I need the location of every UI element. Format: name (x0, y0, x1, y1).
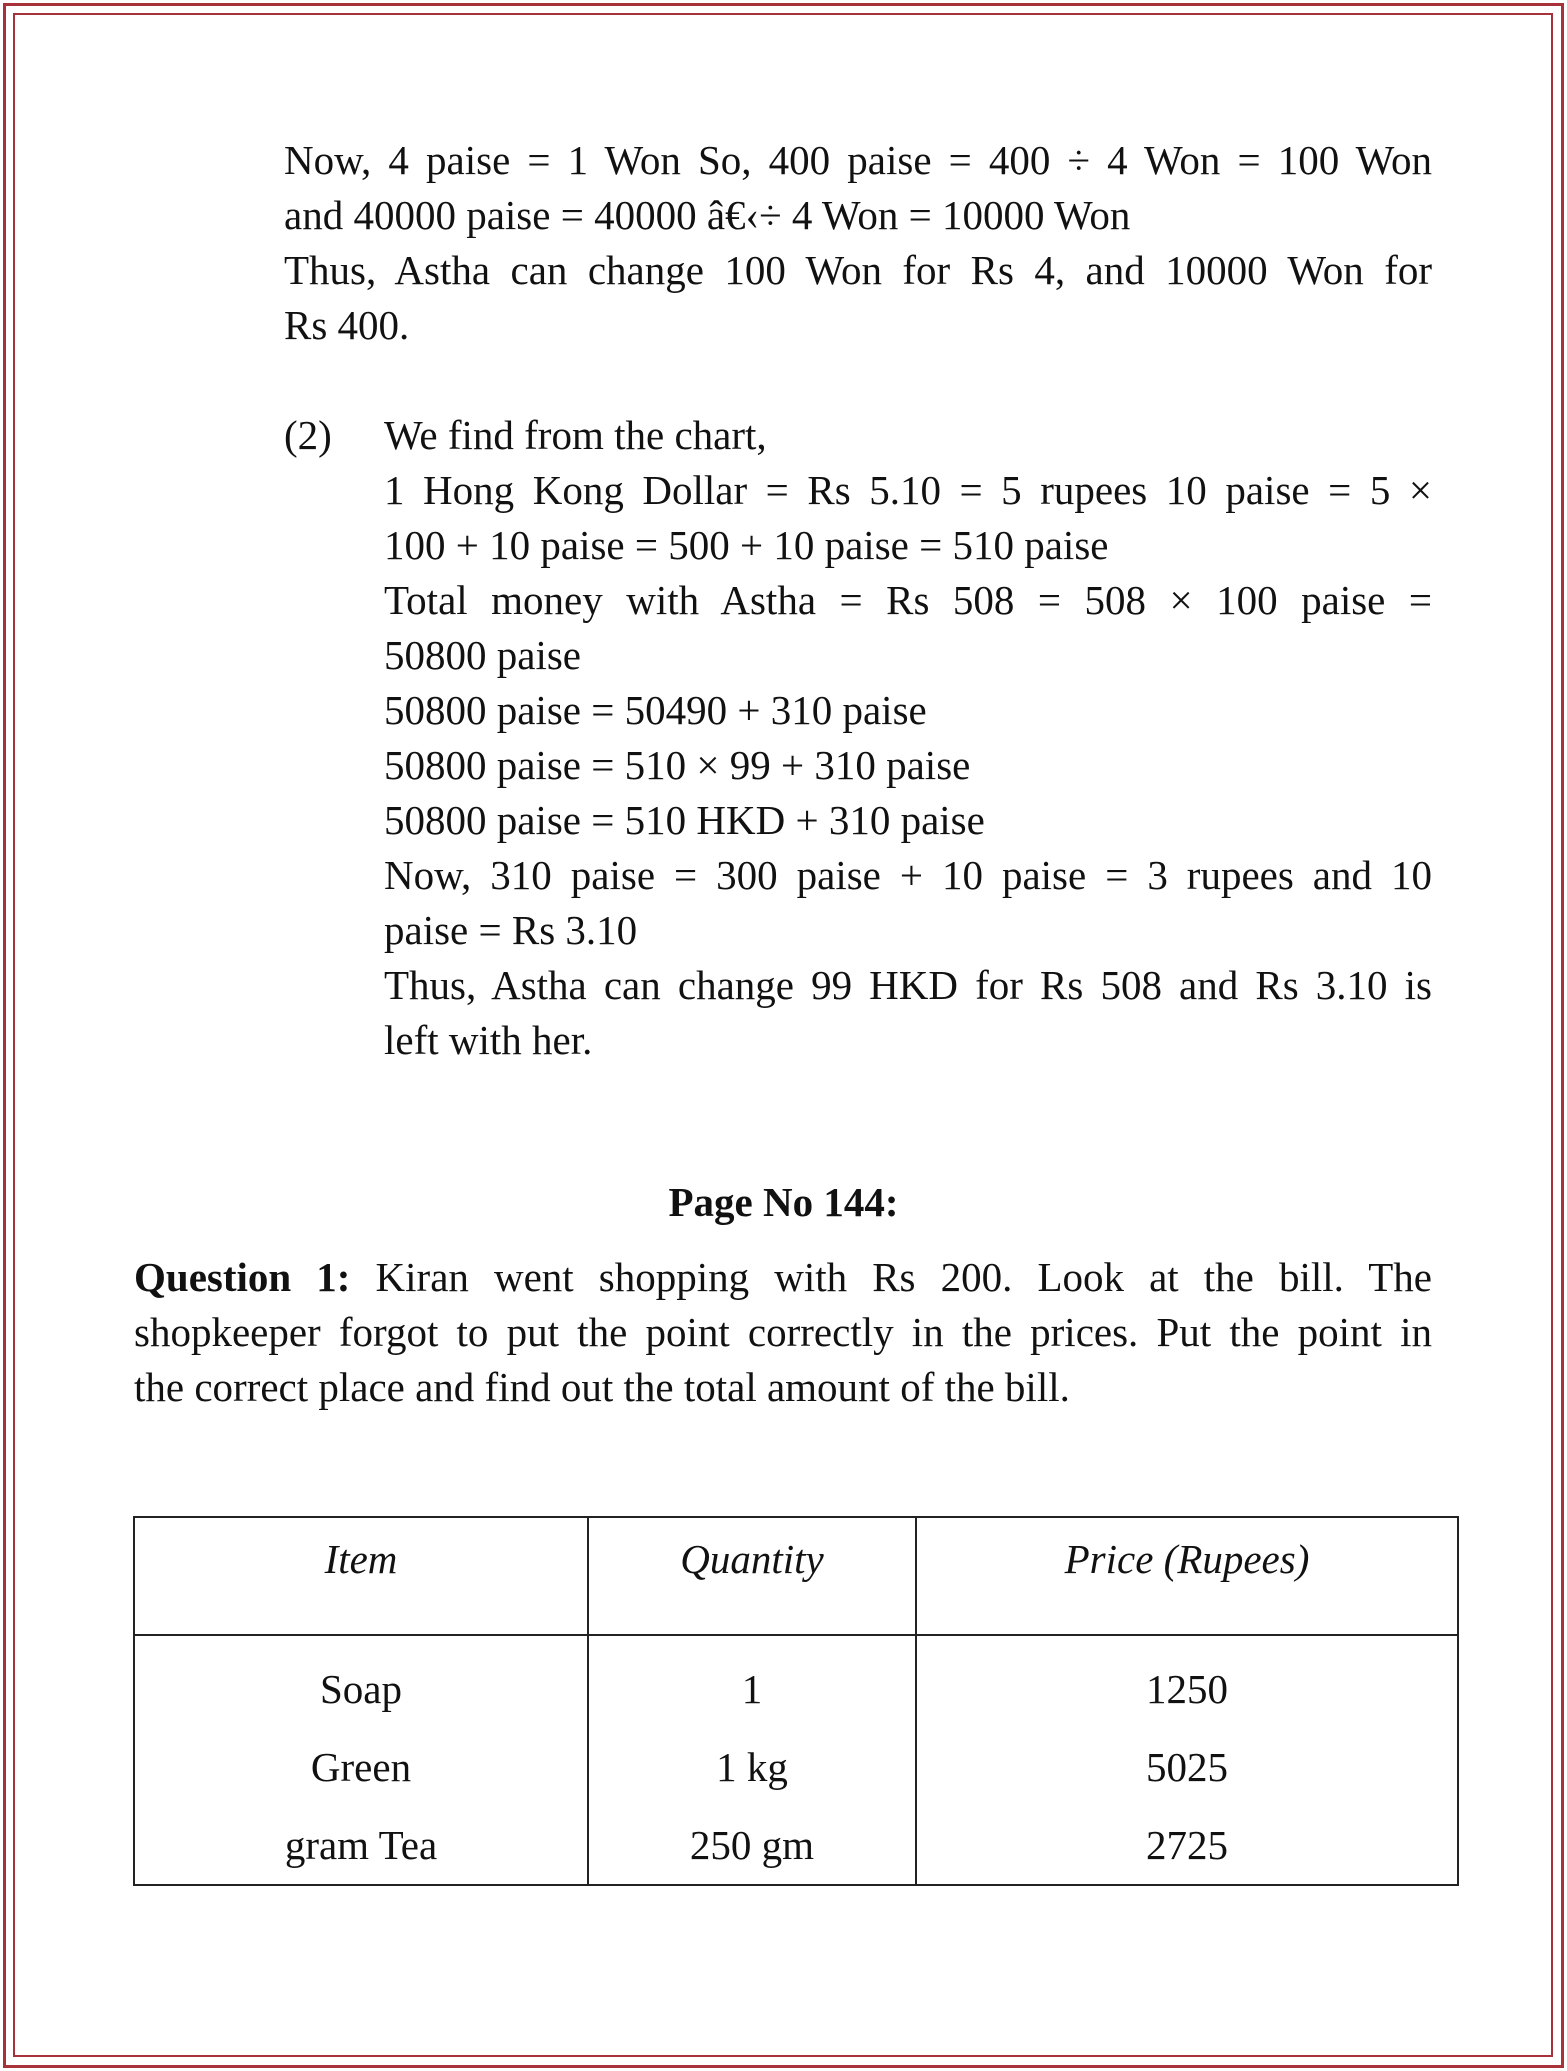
solution-line: Thus, Astha can change 100 Won for Rs 4, and 10000 Won for (284, 247, 1432, 293)
question-line: shopkeeper forgot to put the point correctly in the prices. Put the point in (134, 1309, 1432, 1355)
solution-line: 50800 paise = 50490 + 310 paise (384, 687, 927, 733)
solution-line: 50800 paise = 510 HKD + 310 paise (384, 797, 985, 843)
question-text: Kiran went shopping with Rs 200. Look at the bill. The (350, 1254, 1432, 1300)
solution-line: Rs 400. (284, 302, 410, 348)
item-price: 5025 (1146, 1744, 1228, 1790)
solution-line: Now, 310 paise = 300 paise + 10 paise = 3 rupees and 10 (384, 852, 1432, 898)
quantity-cell (588, 1635, 916, 1885)
item-price: 1250 (1146, 1666, 1228, 1712)
price-cell (916, 1635, 1458, 1885)
question-line (134, 1250, 1432, 1305)
bill-table (133, 1516, 1459, 1886)
solution-line: 50800 paise = 510 × 99 + 310 paise (384, 742, 971, 788)
question-label: Question 1: (134, 1254, 351, 1300)
item-quantity: 250 gm (689, 1822, 815, 1868)
solution-line: Thus, Astha can change 99 HKD for Rs 508 and Rs 3.10 is (384, 962, 1432, 1008)
item-name: Green (310, 1744, 412, 1790)
column-header-quantity: Quantity (588, 1517, 916, 1635)
solution-line: and 40000 paise = 40000 â€‹÷ 4 Won = 10000 Won (284, 192, 1131, 238)
item-name: gram Tea (284, 1822, 438, 1868)
item-name: Soap (320, 1666, 402, 1712)
table-row (134, 1635, 1458, 1885)
item-price: 2725 (1146, 1822, 1228, 1868)
item-quantity: 1 kg (716, 1744, 788, 1790)
solution-line: paise = Rs 3.10 (384, 907, 638, 953)
page-heading: Page No 144: (668, 1179, 899, 1225)
column-header-item: Item (134, 1517, 588, 1635)
question-line: the correct place and find out the total amount of the bill. (134, 1364, 1070, 1410)
item-quantity: 1 (741, 1666, 763, 1712)
column-header-price: Price (Rupees) (916, 1517, 1458, 1635)
table-header-row (134, 1517, 1458, 1635)
solution-line: Total money with Astha = Rs 508 = 508 × 100 paise = (384, 577, 1432, 623)
solution-line: left with her. (384, 1017, 593, 1063)
solution-number: (2) (284, 412, 332, 458)
solution-line: Now, 4 paise = 1 Won So, 400 paise = 400 ÷ 4 Won = 100 Won (284, 137, 1432, 183)
solution-line: 100 + 10 paise = 500 + 10 paise = 510 paise (384, 522, 1109, 568)
solution-line: We find from the chart, (384, 412, 767, 458)
solution-line: 1 Hong Kong Dollar = Rs 5.10 = 5 rupees 10 paise = 5 × (384, 467, 1432, 513)
item-cell (134, 1635, 588, 1885)
solution-line: 50800 paise (384, 632, 581, 678)
